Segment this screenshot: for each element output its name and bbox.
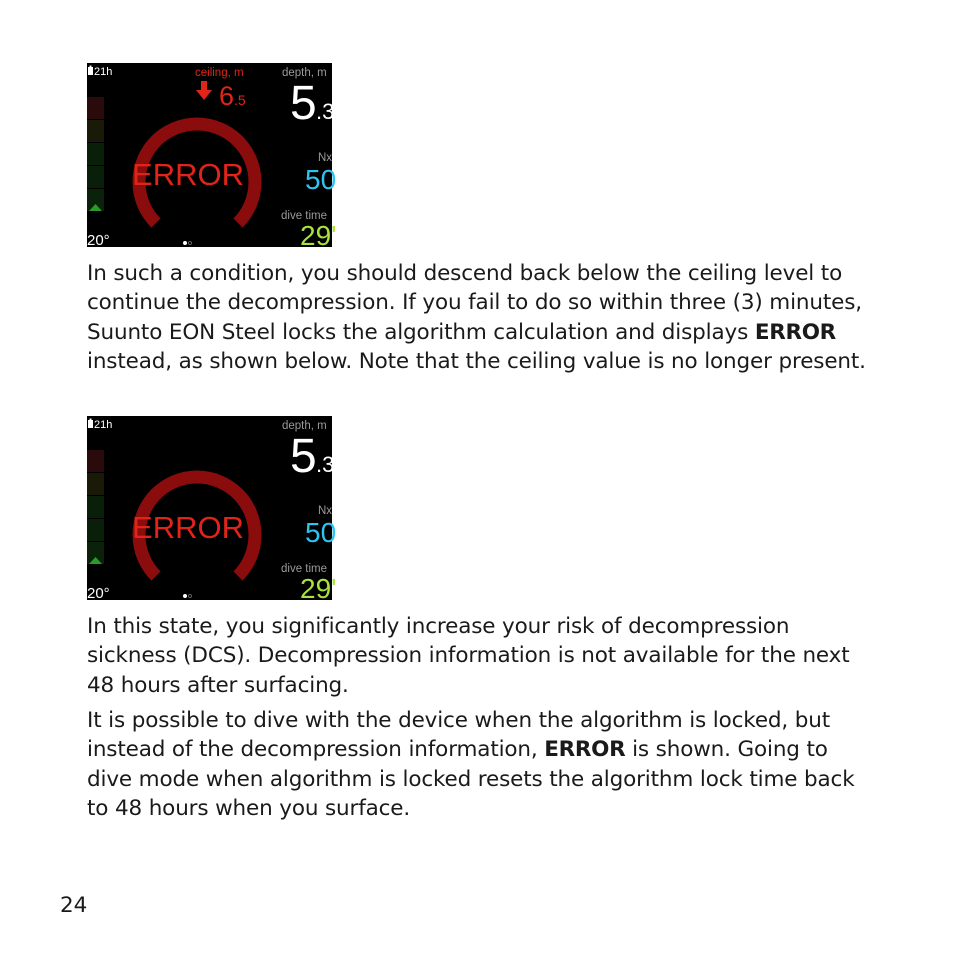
gas-value: 50	[305, 164, 337, 195]
depth-value-int: 5	[290, 430, 317, 483]
dive-time-value: 29'	[300, 220, 337, 251]
paragraph-3-text-b: is shown. Going to dive mode when algorithm is locked resets the algorithm lock time back to 48 hours when you surface.	[87, 737, 855, 821]
battery-icon	[88, 419, 93, 429]
page-number: 24	[60, 893, 88, 918]
page-indicator-dots	[183, 594, 192, 598]
gas-value: 50	[305, 517, 337, 548]
paragraph-3-bold: ERROR	[544, 737, 626, 763]
paragraph-1	[87, 259, 877, 376]
battery-icon	[88, 66, 93, 76]
dive-time-value: 29'	[300, 573, 337, 604]
depth-label: depth, m	[282, 67, 327, 79]
error-status: ERROR	[132, 510, 244, 545]
temperature: 20°	[87, 232, 110, 249]
gas-label: Nx	[318, 152, 333, 164]
battery-time: 21h	[94, 419, 113, 431]
ceiling-value-int: 6	[219, 81, 235, 111]
error-status: ERROR	[132, 157, 244, 192]
paragraph-1-bold: ERROR	[754, 319, 836, 345]
arrow-down-icon	[196, 81, 212, 100]
paragraph-2: In this state, you significantly increase your risk of decompression sickness (DCS). Decompression information is not available for the next 48 hours after surfacing.	[87, 614, 850, 698]
ceiling-label: ceiling, m	[195, 67, 244, 79]
battery-time: 21h	[94, 66, 113, 78]
paragraph-3	[87, 706, 877, 823]
dive-time-label: dive time	[281, 210, 328, 222]
paragraph-3-text-a: It is possible to dive with the device when the algorithm is locked, but instead of the decompression information,	[87, 708, 831, 763]
page-indicator-dots	[183, 241, 192, 245]
screen-graphic	[87, 416, 337, 604]
dive-computer-screen-1	[87, 63, 337, 251]
screen-graphic	[87, 63, 337, 251]
gas-label: Nx	[318, 505, 333, 517]
temperature: 20°	[87, 585, 110, 602]
depth-value-dec: .3	[316, 452, 335, 477]
depth-value-dec: .3	[316, 99, 335, 124]
ascent-rate-bar	[87, 97, 104, 211]
depth-label: depth, m	[282, 420, 327, 432]
ascent-rate-bar	[87, 450, 104, 564]
paragraph-1-text-a: In such a condition, you should descend back below the ceiling level to continue the decompression. If you fail to do so within three (3) minutes, Suunto EON Steel locks the algorithm calculation and displays	[87, 261, 862, 345]
dive-computer-screen-2	[87, 416, 337, 604]
dive-time-label: dive time	[281, 563, 328, 575]
paragraph-1-text-b: instead, as shown below. Note that the ceiling value is no longer present.	[87, 348, 866, 374]
ceiling-value-dec: .5	[234, 92, 246, 108]
depth-value-int: 5	[290, 77, 317, 130]
